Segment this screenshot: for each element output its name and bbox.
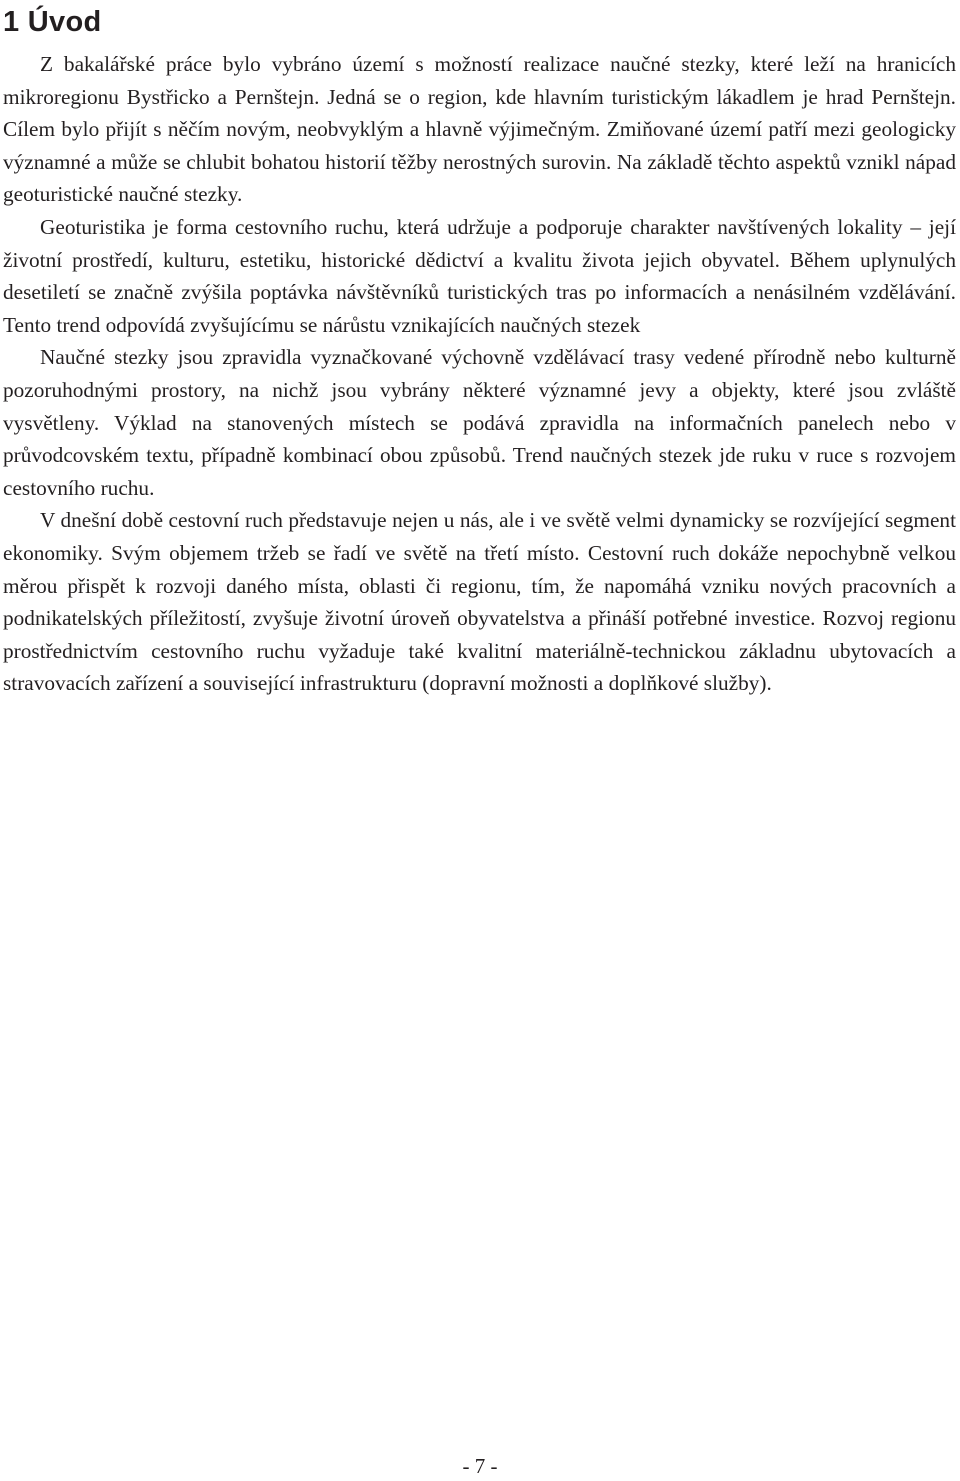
page-number: - 7 - [462,1454,498,1478]
paragraph-geotourism: Geoturistika je forma cestovního ruchu, která udržuje a podporuje charakter navštívených lokality – její životní prostředí, kulturu, estetiku, historické dědictví a kvalitu života jejich obyvatel. Během uplynulých desetiletí se značně zvýšila poptávka návštěvníků turistických tras po informacích a nenásilném vzdělávání. Tento trend odpovídá zvyšujícímu se nárůstu vznikajících naučných stezek [3,214,956,337]
paragraph-nature-trails: Naučné stezky jsou zpravidla vyznačkované výchovně vzdělávací trasy vedené přírodně nebo kulturně pozoruhodnými prostory, na nichž jsou vybrány některé významné jevy a objekty, které jsou zvláště vysvětleny. Výklad na stanovených místech se podává zpravidla na informačních panelech nebo v průvodcovském textu, případně kombinací obou způsobů. Trend naučných stezek jde ruku v ruce s rozvojem cestovního ruchu. [3,345,956,500]
paragraph-intro: Z bakalářské práce bylo vybráno území s možností realizace naučné stezky, které leží na hranicích mikroregionu Bystřicko a Pernštejn. Jedná se o region, kde hlavním turistickým lákadlem je hrad Pernštejn. Cílem bylo přijít s něčím novým, neobvyklým a hlavně výjimečným. Zmiňované území patří mezi geologicky významné a může se chlubit bohatou historií těžby nerostných surovin. Na základě těchto aspektů vznikl nápad geoturistické naučné stezky. [3,52,956,207]
chapter-heading: 1 Úvod [3,6,102,38]
paragraph-tourism: V dnešní době cestovní ruch představuje nejen u nás, ale i ve světě velmi dynamicky se rozvíjející segment ekonomiky. Svým objemem tržeb se řadí ve světě na třetí místo. Cestovní ruch dokáže nepochybně velkou měrou přispět k rozvoji daného místa, oblasti či regionu, tím, že napomáhá vzniku nových pracovních a podnikatelských příležitostí, zvyšuje životní úroveň obyvatelstva a přináší potřebné investice. Rozvoj regionu prostřednictvím cestovního ruchu vyžaduje také kvalitní materiálně-technickou základnu ubytovacích a stravovacích zařízení a související infrastrukturu (dopravní možnosti a doplňkové služby). [3,508,956,696]
page-footer [0,1453,960,1479]
body-text [3,48,956,700]
